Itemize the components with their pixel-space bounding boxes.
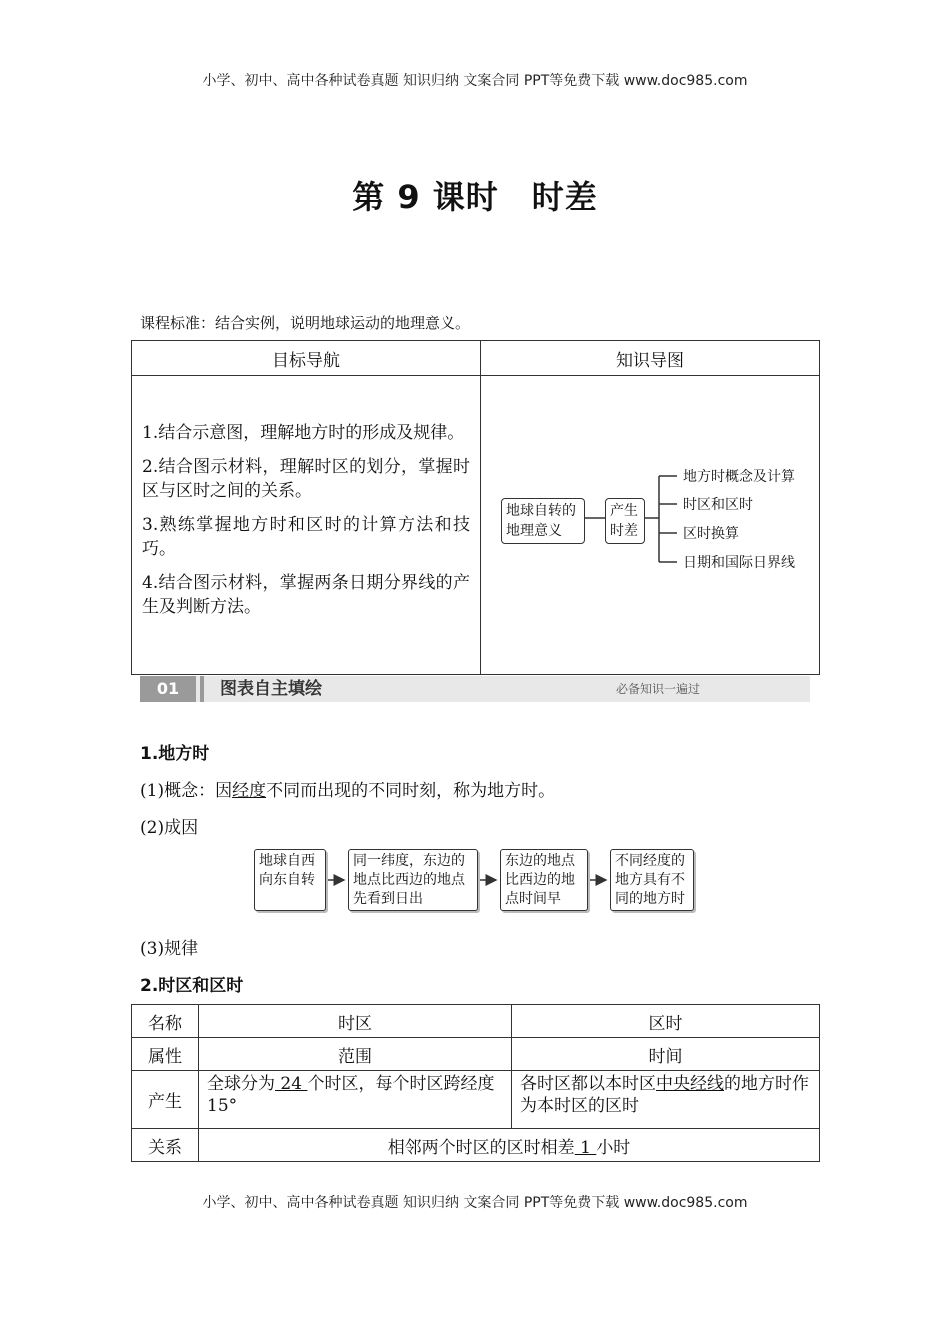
- answer: 24: [275, 1074, 308, 1094]
- banner-title: 图表自主填绘: [220, 679, 322, 699]
- row-label: 关系: [132, 1129, 199, 1162]
- page-header: 小学、初中、高中各种试卷真题 知识归纳 文案合同 PPT等免费下载 www.doc985.com: [202, 73, 748, 89]
- row-label: 名称: [132, 1005, 199, 1038]
- mindmap-root: 地球自转的地理意义: [501, 498, 585, 544]
- flow-step: 东边的地点比西边的地点时间早: [500, 849, 588, 911]
- text: 相邻两个时区的区时相差: [387, 1137, 575, 1158]
- timezone-table: [131, 1004, 820, 1162]
- mindmap-branch: 区时换算: [683, 526, 739, 542]
- concept-line: [140, 776, 555, 801]
- goal-item: 3.熟练掌握地方时和区时的计算方法和技巧。: [142, 515, 470, 559]
- goals-table: [131, 340, 820, 675]
- mindmap-middle: 产生时差: [605, 498, 645, 544]
- section2-heading: 2.时区和区时: [140, 976, 244, 996]
- concept-suffix: 不同而出现的不同时刻，称为地方时。: [266, 781, 556, 801]
- page-footer: 小学、初中、高中各种试卷真题 知识归纳 文案合同 PPT等免费下载 www.doc985.com: [202, 1195, 748, 1211]
- goal-item: 4.结合图示材料，掌握两条日期分界线的产生及判断方法。: [142, 573, 470, 617]
- text: 小时: [596, 1137, 631, 1158]
- curriculum-standard: 课程标准：结合实例，说明地球运动的地理意义。: [140, 314, 471, 332]
- cell: 时间: [512, 1038, 820, 1071]
- row-label: 属性: [132, 1038, 199, 1071]
- section-banner: [140, 676, 810, 702]
- cell: [199, 1071, 512, 1129]
- section1-heading: 1.地方时: [140, 744, 210, 764]
- mindmap-cell: [481, 376, 820, 675]
- text: 个时区，每个时区跨经度 15°: [207, 1074, 495, 1116]
- answer: 中央经线: [656, 1074, 724, 1094]
- rule-label: (3)规律: [140, 939, 199, 959]
- mindmap-header: 知识导图: [481, 341, 820, 376]
- cell: [199, 1129, 820, 1162]
- banner-tag: 必备知识一遍过: [616, 682, 701, 696]
- cause-label: (2)成因: [140, 818, 199, 838]
- text: 全球分为: [207, 1074, 275, 1094]
- mindmap-branch: 地方时概念及计算: [683, 469, 795, 485]
- cell: 范围: [199, 1038, 512, 1071]
- banner-number: 01: [140, 676, 196, 702]
- goal-item: 1.结合示意图，理解地方时的形成及规律。: [142, 423, 465, 443]
- answer: 1: [574, 1137, 597, 1158]
- cell: 时区: [199, 1005, 512, 1038]
- cell: [512, 1071, 820, 1129]
- goal-item: 2.结合图示材料，理解时区的划分，掌握时区与区时之间的关系。: [142, 457, 470, 501]
- text: 的地方时作为本时区的区时: [520, 1074, 809, 1116]
- flow-step: 不同经度的地方具有不同的地方时: [610, 849, 694, 911]
- goals-cell: [132, 376, 481, 675]
- mindmap-branch: 日期和国际日界线: [683, 555, 795, 571]
- text: 各时区都以本时区: [520, 1074, 656, 1094]
- flow-step: 地球自西向东自转: [254, 849, 326, 911]
- goals-header: 目标导航: [132, 341, 481, 376]
- flow-step: 同一纬度，东边的地点比西边的地点先看到日出: [348, 849, 478, 911]
- mindmap-branch: 时区和区时: [683, 497, 753, 513]
- banner-divider: [200, 676, 204, 702]
- concept-answer: 经度: [232, 781, 267, 801]
- concept-prefix: (1)概念：因: [140, 781, 233, 801]
- page-title: 第 9 课时 时差: [352, 178, 598, 216]
- row-label: 产生: [132, 1071, 199, 1129]
- cell: 区时: [512, 1005, 820, 1038]
